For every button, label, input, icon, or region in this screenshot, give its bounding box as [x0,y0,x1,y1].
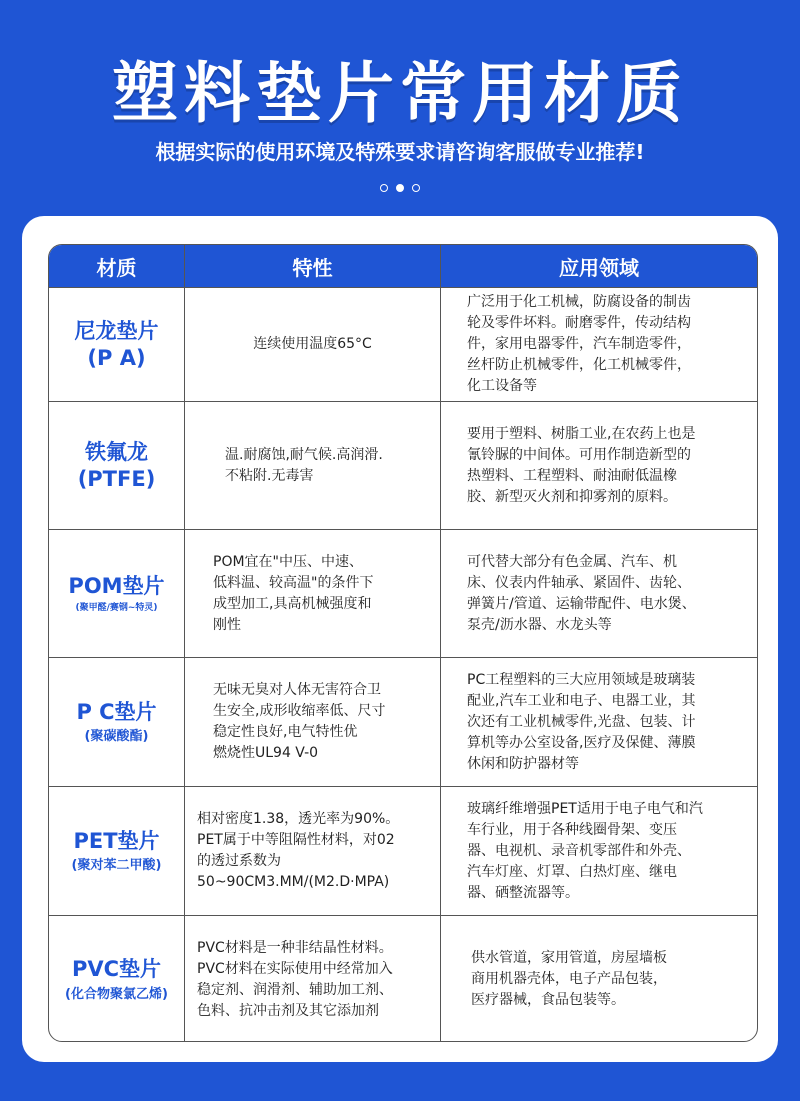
material-name: 尼龙垫片 [74,319,159,344]
material-cell [49,658,185,786]
application-cell: 要用于塑料、树脂工业,在农药上也是 氰铃脲的中间体。可用作制造新型的 热塑料、工程塑料、耐油耐低温橡 胶、新型灭火剂和抑雾剂的原料。 [467,425,696,505]
material-cell [49,530,185,657]
property-cell: 连续使用温度65°C [185,288,441,401]
material-name: PET垫片 [73,828,160,853]
table-row [49,658,757,787]
header-property: 特性 [185,245,441,287]
carousel-dot[interactable] [412,184,420,192]
table-row [49,787,757,916]
page-title: 塑料垫片常用材质 [112,55,688,132]
carousel-dot[interactable] [380,184,388,192]
material-name: POM垫片 [68,573,165,598]
material-cell [49,402,185,529]
property-cell: 无味无臭对人体无害符合卫 生安全,成形收缩率低、尺寸 稳定性良好,电气特性优 燃烧性UL94 V-0 [185,658,441,786]
material-note: (聚甲醛/赛钢~特灵) [75,603,158,613]
header-application: 应用领域 [559,255,639,280]
material-cell [49,787,185,915]
application-cell: 广泛用于化工机械，防腐设备的制齿 轮及零件坏料。耐磨零件，传动结构 件，家用电器零件，汽车制造零件， 丝杆防止机械零件，化工机械零件， 化工设备等 [467,294,691,394]
table-row [49,288,757,402]
property-cell: 相对密度1.38，透光率为90%。 PET属于中等阻隔性材料，对02 的透过系数为 50~90CM3.MM/(M2.D·MPA) [185,787,441,915]
material-code: (P A) [87,345,146,370]
table-row [49,402,757,530]
table-row [49,916,757,1042]
carousel-indicator [0,184,800,192]
application-cell: 供水管道，家用管道，房屋墙板 商用机器壳体，电子产品包装， 医疗器械，食品包装等。 [471,950,667,1008]
material-code: (PTFE) [77,466,156,491]
material-name: PVC垫片 [71,957,162,982]
material-cell [49,916,185,1042]
table-header [49,245,757,288]
page-subtitle: 根据实际的使用环境及特殊要求请咨询客服做专业推荐! [155,140,645,164]
material-note: (化合物聚氯乙烯) [65,986,168,1002]
application-cell: 玻璃纤维增强PET适用于电子电气和汽 车行业，用于各种线圈骨架、变压 器、电视机、录音机零部件和外壳、 汽车灯座、灯罩、白热灯座、继电 器、硒整流器等。 [467,800,703,901]
material-note: (聚碳酸酯) [84,729,149,744]
carousel-dot-active[interactable] [396,184,404,192]
property-cell: POM宜在"中压、中速、 低料温、较高温"的条件下 成型加工,具高机械强度和 刚性 [185,530,441,657]
header-material: 材质 [49,245,185,287]
table-row [49,530,757,658]
property-cell: 温.耐腐蚀,耐气候.高润滑. 不粘附.无毒害 [185,402,441,529]
material-name: P C垫片 [76,699,157,724]
material-note: (聚对苯二甲酸) [71,858,162,873]
application-cell: 可代替大部分有色金属、汽车、机 床、仪表内件轴承、紧固件、齿轮、 弹簧片/管道、运输带配件、电水煲、 泵壳/沥水器、水龙头等 [467,553,696,633]
material-cell [49,288,185,401]
material-name: 铁氟龙 [85,440,148,465]
application-cell: PC工程塑料的三大应用领域是玻璃装 配业,汽车工业和电子、电器工业，其 次还有工业机械零件,光盘、包装、计 算机等办公室设备,医疗及保健、薄膜 休闲和防护器材等 [467,671,696,772]
materials-table [48,244,758,1042]
property-cell: PVC材料是一种非结晶性材料。 PVC材料在实际使用中经常加入 稳定剂、润滑剂、辅助加工剂、 色料、抗冲击剂及其它添加剂 [185,916,441,1042]
